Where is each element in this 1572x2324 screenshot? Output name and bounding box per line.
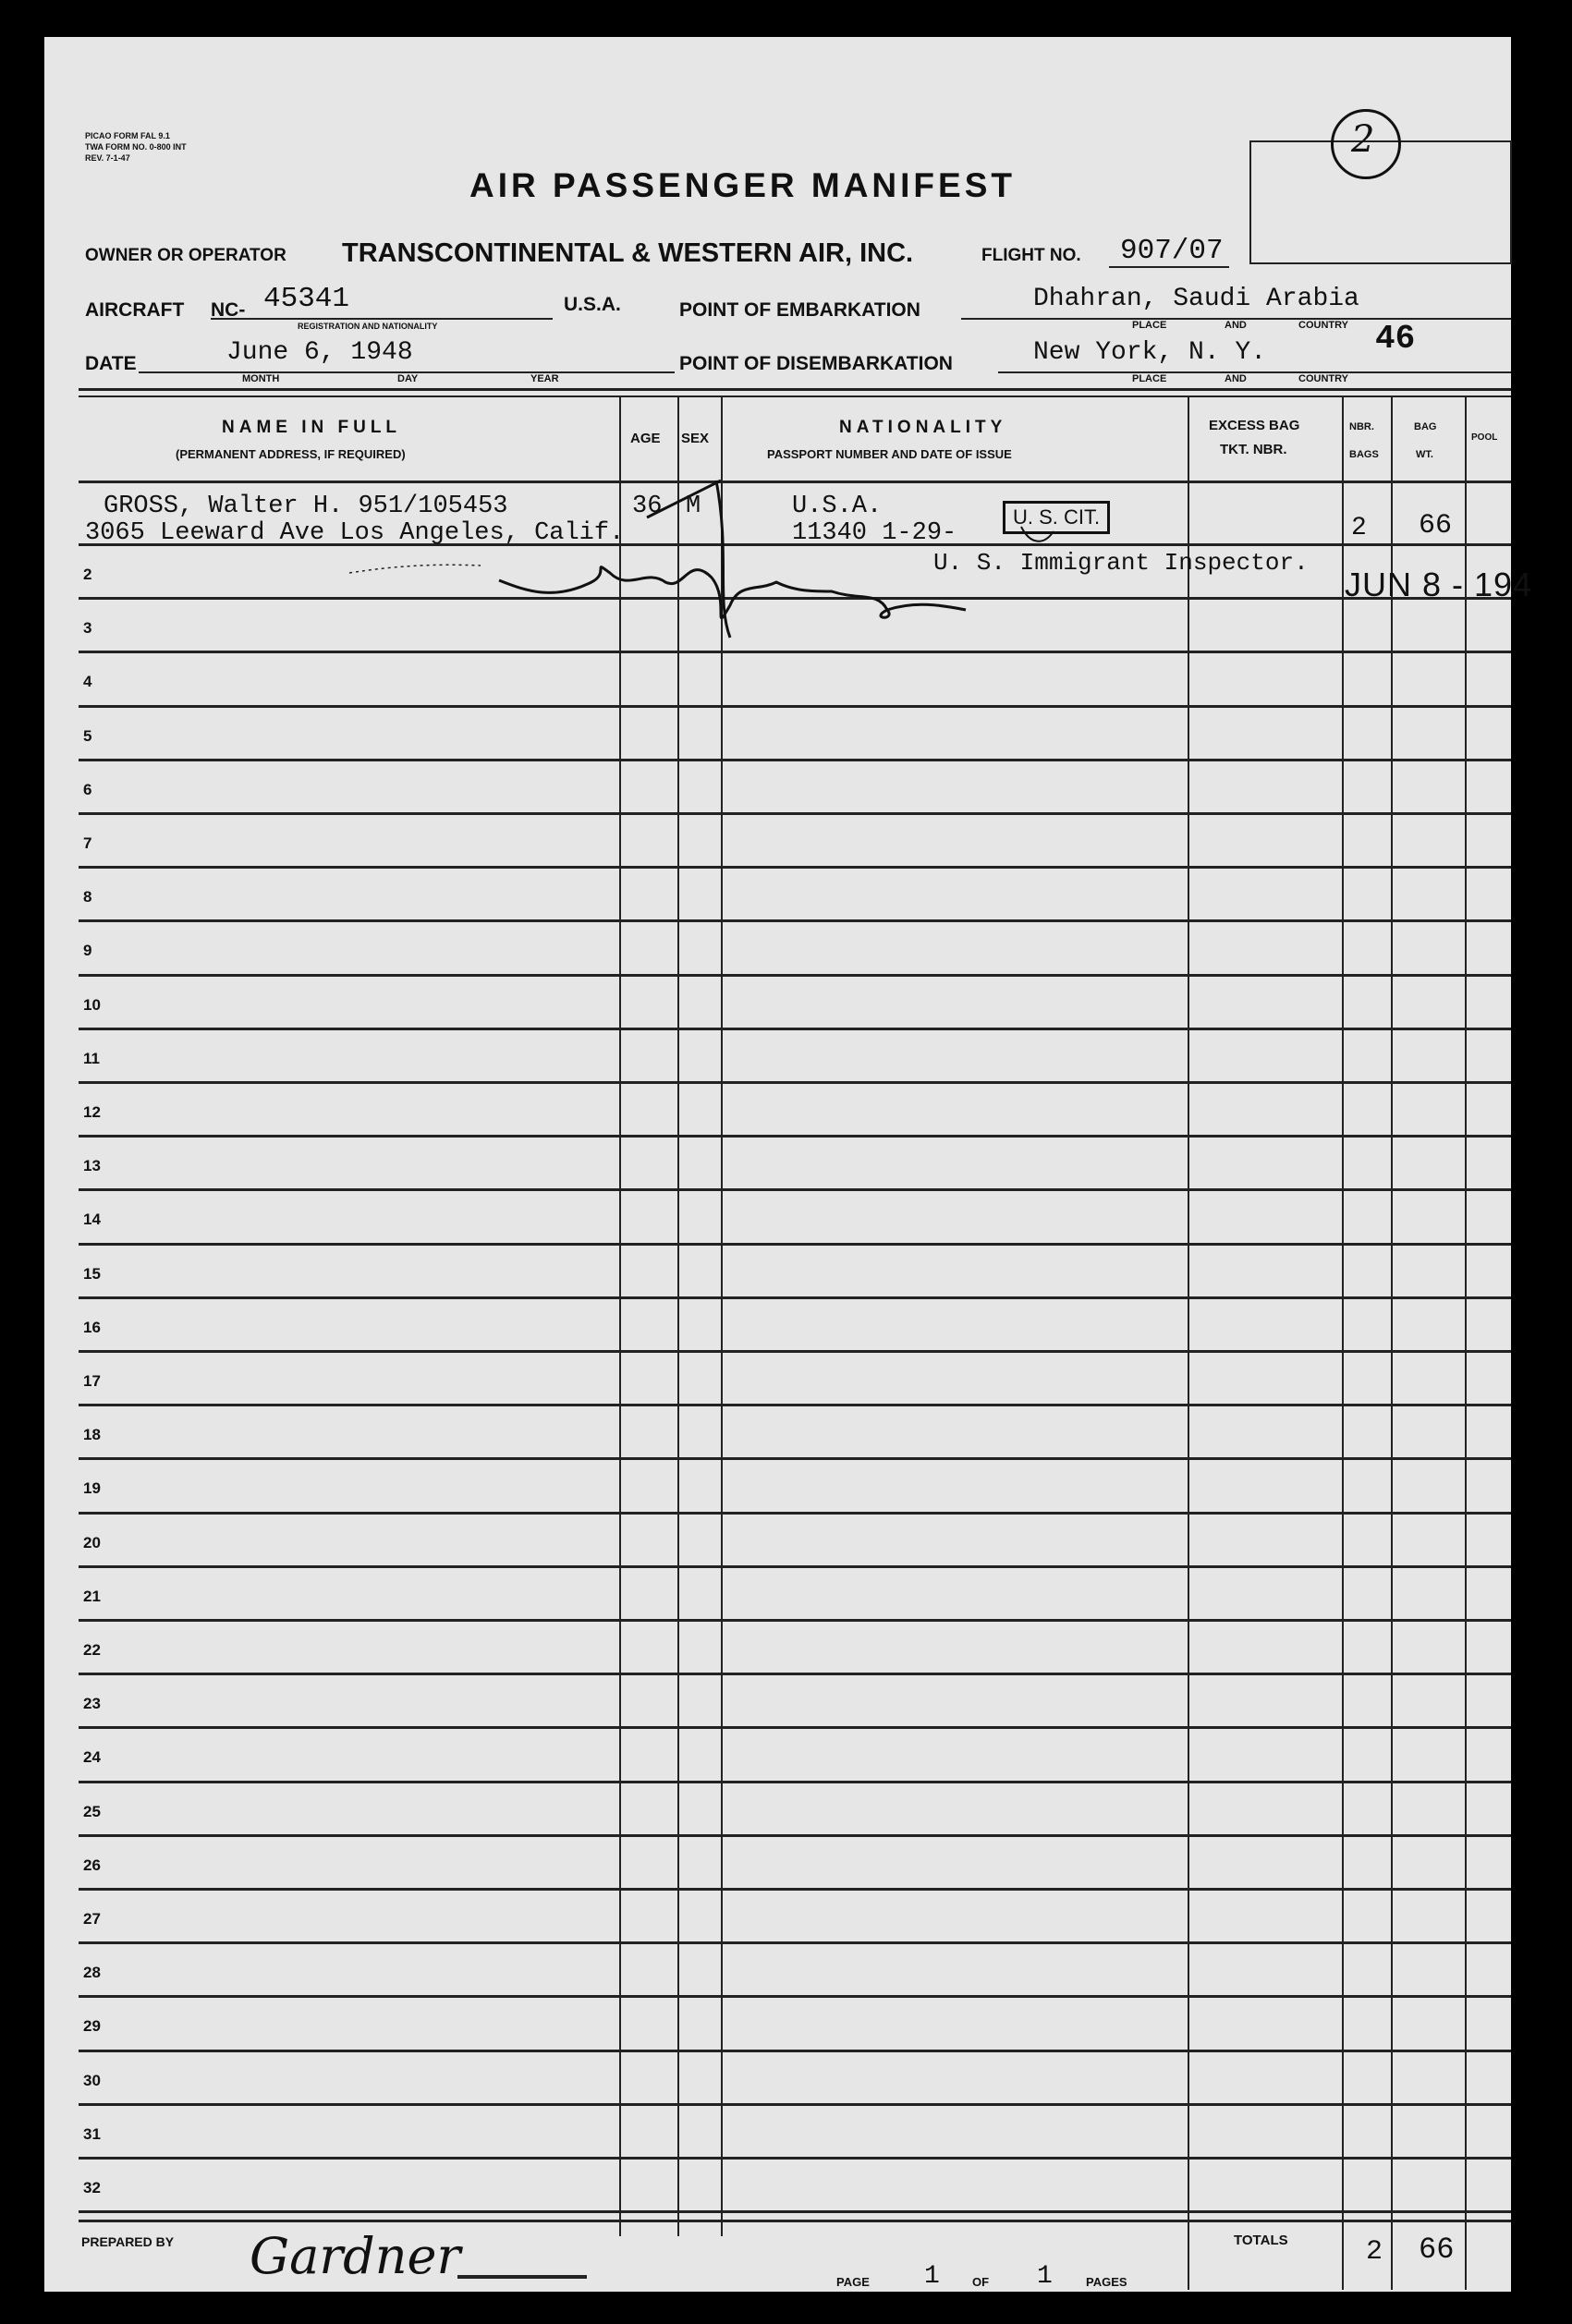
row-number: 19: [83, 1479, 101, 1497]
passenger-bags: 2: [1351, 514, 1367, 542]
footer-rule: [79, 2220, 1188, 2222]
aircraft-nationality: U.S.A.: [564, 294, 621, 315]
form-code-1: PICAO FORM FAL 9.1: [85, 131, 170, 140]
prepared-by-signature: Gardner: [250, 2227, 461, 2285]
row-number: 11: [83, 1050, 100, 1067]
row-number: 28: [83, 1964, 101, 1981]
form-code-2: TWA FORM NO. 0-800 INT: [85, 142, 187, 152]
row-number: 26: [83, 1856, 101, 1874]
date-label: DATE: [85, 353, 137, 374]
aircraft-prefix: NC-: [211, 299, 246, 321]
form-title: AIR PASSENGER MANIFEST: [469, 166, 1016, 204]
totals-rule: [1188, 2220, 1511, 2222]
passenger-nationality: U.S.A.: [792, 493, 883, 520]
row-number: 6: [83, 781, 92, 798]
owner-label: OWNER OR OPERATOR: [85, 246, 286, 265]
passenger-age: 36: [632, 493, 663, 520]
date-month: MONTH: [242, 373, 280, 384]
col-nbr-header-2: BAGS: [1349, 449, 1379, 460]
row-number: 4: [83, 673, 92, 690]
disembarkation-value: New York, N. Y.: [1033, 338, 1267, 367]
row-number: 2: [83, 566, 92, 583]
row-number: 7: [83, 834, 92, 852]
row-number: 27: [83, 1910, 101, 1928]
passenger-address: 3065 Leeward Ave Los Angeles, Calif.: [85, 519, 625, 547]
row-number: 15: [83, 1265, 101, 1283]
col-passport-subheader: PASSPORT NUMBER AND DATE OF ISSUE: [767, 447, 1012, 461]
row-number: 16: [83, 1319, 101, 1336]
inspector-stamp-date: JUN 8 - 194: [1345, 566, 1533, 603]
total-bags: 2: [1366, 2236, 1383, 2268]
col-name-subheader: (PERMANENT ADDRESS, IF REQUIRED): [176, 447, 406, 461]
signature-underline: [457, 2275, 587, 2279]
aircraft-registration: 45341: [263, 283, 350, 315]
form-code-3: REV. 7-1-47: [85, 153, 130, 163]
row-number: 14: [83, 1211, 101, 1228]
embarkation-place: PLACE: [1132, 320, 1167, 331]
col-excess-header-1: EXCESS BAG: [1209, 418, 1300, 433]
registration-sublabel: REGISTRATION AND NATIONALITY: [298, 322, 438, 331]
disembarkation-place: PLACE: [1132, 373, 1167, 384]
prepared-by-label: PREPARED BY: [81, 2234, 175, 2249]
row-number: 17: [83, 1372, 101, 1390]
row-number: 25: [83, 1803, 101, 1820]
owner-value: TRANSCONTINENTAL & WESTERN AIR, INC.: [342, 238, 914, 268]
row-number: 21: [83, 1588, 101, 1605]
date-value: June 6, 1948: [226, 338, 413, 367]
embarkation-label: POINT OF EMBARKATION: [679, 299, 920, 321]
col-nbr-header-1: NBR.: [1349, 421, 1374, 432]
passenger-sex: M: [686, 493, 701, 520]
col-pool-header: POOL: [1471, 432, 1498, 443]
passenger-weight: 66: [1419, 510, 1453, 541]
col-name-header: NAME IN FULL: [222, 418, 402, 437]
passenger-passport: 11340 1-29-: [792, 519, 957, 547]
of-label: OF: [972, 2275, 990, 2289]
page-label: PAGE: [836, 2275, 870, 2289]
col-nationality-header: NATIONALITY: [839, 418, 1007, 437]
passenger-name: GROSS, Walter H. 951/105453: [104, 493, 508, 520]
disembarkation-number: 46: [1375, 320, 1416, 358]
embarkation-value: Dhahran, Saudi Arabia: [1033, 285, 1359, 313]
row-number: 30: [83, 2072, 101, 2089]
row-number: 24: [83, 1748, 101, 1766]
disembarkation-country: COUNTRY: [1298, 373, 1348, 384]
col-bag-header-1: BAG: [1414, 421, 1437, 432]
col-excess-header-2: TKT. NBR.: [1220, 442, 1287, 457]
us-citizen-stamp: U. S. CIT.: [1003, 501, 1110, 534]
row-number: 3: [83, 619, 92, 637]
flight-label: FLIGHT NO.: [981, 246, 1081, 265]
row-number: 12: [83, 1103, 101, 1121]
row-number: 22: [83, 1641, 101, 1659]
disembarkation-and: AND: [1225, 373, 1247, 384]
col-age-header: AGE: [630, 431, 661, 446]
total-weight: 66: [1419, 2233, 1455, 2267]
embarkation-country: COUNTRY: [1298, 320, 1348, 331]
row-number: 8: [83, 888, 92, 906]
inspector-title: U. S. Immigrant Inspector.: [933, 549, 1309, 577]
flight-number: 907/07: [1120, 235, 1224, 267]
date-year: YEAR: [530, 373, 559, 384]
col-bag-header-2: WT.: [1416, 449, 1433, 460]
pages-label: PAGES: [1086, 2275, 1127, 2289]
aircraft-label: AIRCRAFT: [85, 299, 185, 321]
row-number: 31: [83, 2125, 101, 2143]
row-number: 29: [83, 2017, 101, 2035]
row-number: 5: [83, 727, 92, 745]
row-number: 20: [83, 1534, 101, 1551]
row-number: 18: [83, 1426, 101, 1443]
row-number: 9: [83, 942, 92, 959]
page-mark: 2: [1351, 118, 1375, 161]
date-day: DAY: [397, 373, 419, 384]
totals-label: TOTALS: [1234, 2233, 1288, 2248]
row-number: 10: [83, 996, 101, 1014]
row-number: 32: [83, 2179, 101, 2196]
disembarkation-label: POINT OF DISEMBARKATION: [679, 353, 953, 374]
row-number: 13: [83, 1157, 101, 1174]
row-number: 23: [83, 1695, 101, 1712]
page-number: 1: [924, 2262, 940, 2291]
page-total: 1: [1037, 2262, 1053, 2291]
col-sex-header: SEX: [681, 431, 710, 446]
embarkation-and: AND: [1225, 320, 1247, 331]
